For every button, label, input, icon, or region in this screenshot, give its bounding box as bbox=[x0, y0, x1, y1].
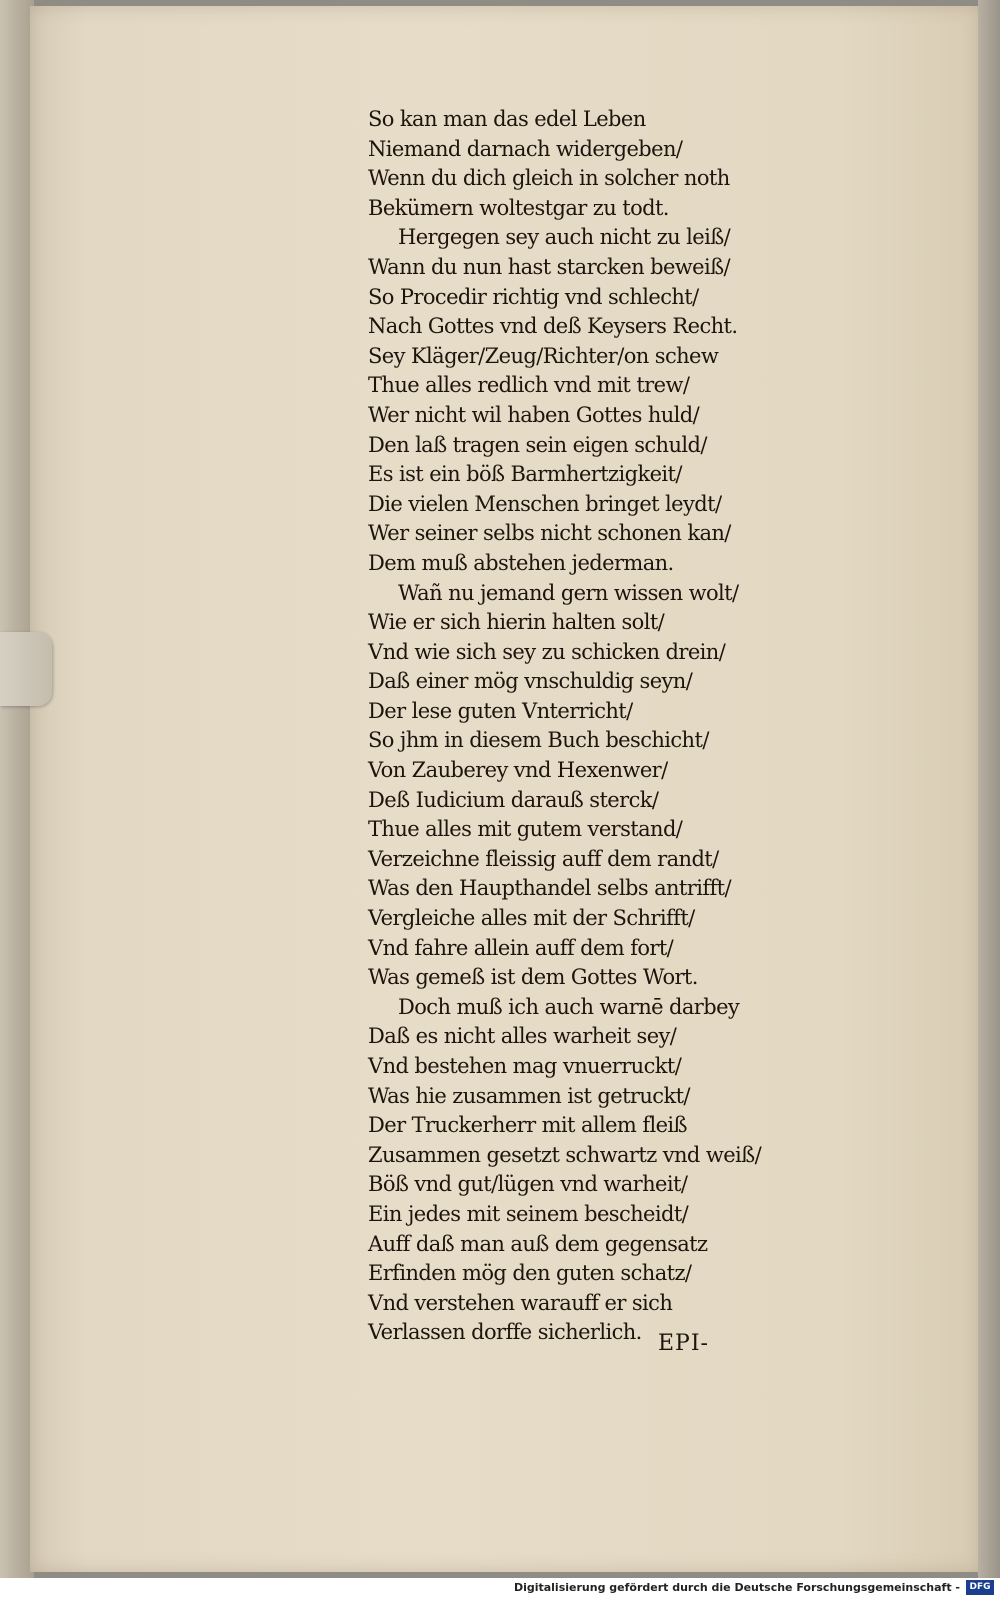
verse-line: Verzeichne fleissig auff dem randt/ bbox=[368, 846, 719, 871]
verse-line: So Procedir richtig vnd schlecht/ bbox=[368, 284, 699, 309]
verse-line: Erfinden mög den guten schatz/ bbox=[368, 1261, 692, 1286]
verse-line: Thue alles mit gutem verstand/ bbox=[368, 817, 683, 842]
verse-line: Daß einer mög vnschuldig seyn/ bbox=[368, 669, 693, 694]
verse-line: Dem muß abstehen jederman. bbox=[368, 550, 674, 575]
verse-line: Böß vnd gut/lügen vnd warheit/ bbox=[368, 1172, 688, 1197]
verse-line: Vnd wie sich sey zu schicken drein/ bbox=[368, 639, 726, 664]
verse-line: Verlassen dorffe sicherlich. bbox=[368, 1320, 642, 1345]
verse-line: Vnd bestehen mag vnuerruckt/ bbox=[368, 1054, 682, 1078]
verse-line: Doch muß ich auch warnē darbey bbox=[398, 994, 740, 1019]
verse-line: Auff daß man auß dem gegensatz bbox=[368, 1231, 708, 1256]
verse-line: Es ist ein böß Barmhertzigkeit/ bbox=[368, 462, 682, 487]
verse-line: Wann du nun hast starcken beweiß/ bbox=[368, 254, 731, 279]
verse-line: Was den Haupthandel selbs antrifft/ bbox=[368, 876, 731, 901]
verse-line: Ein jedes mit seinem bescheidt/ bbox=[368, 1201, 689, 1226]
dfg-logo: DFG bbox=[966, 1580, 994, 1595]
verse-line: Nach Gottes vnd deß Keysers Recht. bbox=[368, 314, 738, 339]
verse-line: Was gemeß ist dem Gottes Wort. bbox=[368, 965, 698, 990]
verse-line: Was hie zusammen ist getruckt/ bbox=[368, 1083, 690, 1108]
verse-line: Vnd fahre allein auff dem fort/ bbox=[368, 935, 674, 960]
verse-line: Wer nicht wil haben Gottes huld/ bbox=[368, 402, 700, 427]
verse-line: Bekümern woltestgar zu todt. bbox=[368, 195, 669, 220]
verse-line: Wer seiner selbs nicht schonen kan/ bbox=[368, 521, 731, 546]
verse-line: Thue alles redlich vnd mit trew/ bbox=[368, 373, 690, 398]
verse-line: Zusammen gesetzt schwartz vnd weiß/ bbox=[368, 1142, 762, 1167]
verse-line: Wie er sich hierin halten solt/ bbox=[368, 610, 665, 635]
book-right-edge bbox=[978, 0, 1000, 1578]
verse-block bbox=[368, 105, 788, 1348]
footer-credit: Digitalisierung gefördert durch die Deutsche Forschungsgemeinschaft - bbox=[513, 1581, 960, 1594]
verse-line: Von Zauberey vnd Hexenwer/ bbox=[368, 758, 668, 783]
book-left-edge bbox=[0, 0, 34, 1578]
verse-line: Deß Iudicium darauß sterck/ bbox=[368, 787, 659, 812]
verse-line: Den laß tragen sein eigen schuld/ bbox=[368, 432, 707, 457]
verse-line: Hergegen sey auch nicht zu leiß/ bbox=[398, 225, 731, 250]
verse-line: Sey Kläger/Zeug/Richter/on schew bbox=[368, 343, 719, 368]
verse-line: Daß es nicht alles warheit sey/ bbox=[368, 1024, 677, 1049]
verse-line: Niemand darnach widergeben/ bbox=[368, 136, 683, 161]
page-marker-tab bbox=[0, 632, 52, 706]
catchword: EPI- bbox=[658, 1331, 709, 1356]
verse-line: So kan man das edel Leben bbox=[368, 107, 646, 131]
verse-line: Der lese guten Vnterricht/ bbox=[368, 698, 633, 723]
verse-line: Vergleiche alles mit der Schrifft/ bbox=[368, 906, 695, 931]
verse-line: So jhm in diesem Buch beschicht/ bbox=[368, 728, 709, 753]
verse-line: Der Truckerherr mit allem fleiß bbox=[368, 1113, 687, 1138]
verse-line: Wenn du dich gleich in solcher noth bbox=[368, 166, 730, 191]
verse-line: Die vielen Menschen bringet leydt/ bbox=[368, 491, 722, 516]
verse-line: Vnd verstehen warauff er sich bbox=[368, 1290, 673, 1315]
verse-line: Wañ nu jemand gern wissen wolt/ bbox=[398, 580, 739, 605]
footer-bar bbox=[0, 1578, 1000, 1598]
